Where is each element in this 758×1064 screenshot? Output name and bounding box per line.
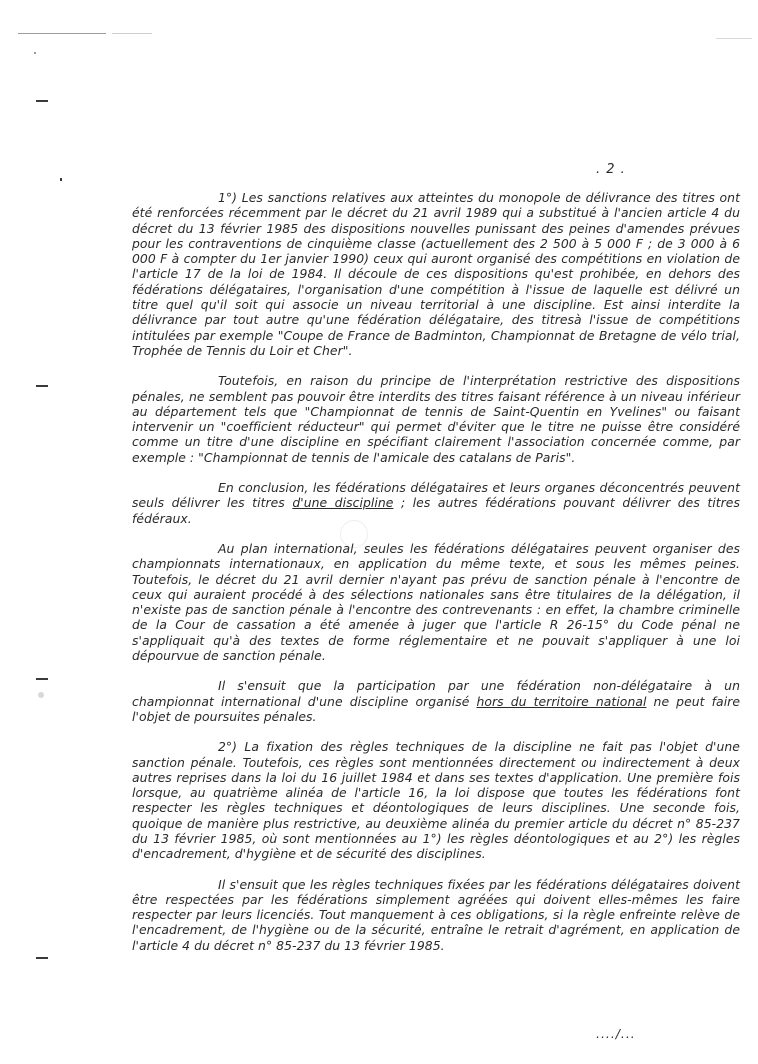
page-number: . 2 . [596,162,626,177]
paragraph-consequence [132,678,740,724]
scan-mark-dash [36,957,48,959]
scan-mark-dot [34,52,36,54]
scan-mark-top-rule-faint [112,33,152,34]
scan-mark-dot [60,178,62,181]
consequence-text: Il s'ensuit que la participation par une fédération non-délégataire à un championnat international d'une discipline organisé [132,678,740,709]
conclusion-underlined: d'une discipline [292,495,394,511]
scan-mark-dash [36,678,48,680]
paragraph-obligations: Il s'ensuit que les règles techniques fixées par les fédérations délégataires doivent être respectées par les fédérations simplement agréées qui doivent elles-mêmes les faire respecter par leurs licenciés. Tout manquement à ces obligations, si la règle enfreinte relève de l'encadrement, de l'hygiène ou de la sécurité, entraîne le retrait d'agrément, en application de l'article 4 du décret n° 85-237 du 13 février 1985. [132,876,740,953]
paragraph-technical-rules: 2°) La fixation des règles techniques de la discipline ne fait pas l'objet d'une sanction pénale. Toutefois, ces règles sont mentionnées directement ou indirectement à deux autres reprises dans la loi du 16 juillet 1984 et dans ses textes d'application. Une première fois lorsque, au quatrième alinéa de l'article 16, la loi dispose que toutes les fédérations font respecter les règles techniques et déontologiques de leurs disciplines. Une seconde fois, quoique de manière plus restrictive, au deuxième alinéa du premier article du décret n° 85-237 du 13 février 1985, où sont mentionnées au 1°) les règles déontologiques et au 2°) les règles d'encadrement, d'hygiène et de sécurité des disciplines. [132,739,740,862]
paragraph-international: Au plan international, seules les fédérations délégataires peuvent organiser des championnats internationaux, en application du même texte, et sous les mêmes peines. Toutefois, le décret du 21 avril dernier n'ayant pas prévu de sanction pénale à l'encontre de ceux qui auraient procédé à des sélections nationales sans être titulaires de la délégation, il n'existe pas de sanction pénale à l'encontre des contrevenants : en effet, la chambre criminelle de la Cour de cassation a été amenée à juger que l'article R 26-15° du Code pénal ne s'appliquait qu'à des textes de forme réglementaire et ne pouvait s'appliquer à une loi dépourvue de sanction pénale. [132,540,740,664]
scan-mark-dash [36,385,48,387]
conclusion-text-end: ; les autres fédérations pouvant délivrer des titres fédéraux. [132,495,740,526]
consequence-underlined: hors du territoire national [476,693,647,709]
paragraph-sanctions: 1°) Les sanctions relatives aux atteintes du monopole de délivrance des titres ont été renforcées récemment par le décret du 21 avril 1989 qui a substitué à l'ancien article 4 du décret du 13 février 1985 des dispositions nouvelles punissant des peines d'amendes prévues pour les contraventions de cinquième classe (actuellement des 2 500 à 5 000 F ; de 3 000 à 6 000 F à compter du 1er janvier 1990) ceux qui auront organisé des compétitions en violation de l'article 17 de la loi de 1984. Il découle de ces dispositions qu'est prohibée, en dehors des fédérations délégataires, l'organisation d'une compétition à l'issue de laquelle est délivré un titre quel qu'il soit qui associe un niveau territorial à une discipline. Est ainsi interdite la délivrance par tout autre qu'une fédération délégataire, des titresà l'issue de compétitions intitulées par exemple "Coupe de France de Badminton, Championnat de Bretagne de vélo trial, Trophée de Tennis du Loir et Cher". [132,190,740,358]
scan-mark-top-rule [18,33,106,34]
continued-marker: ..../... [596,1026,636,1041]
scan-mark-speck [38,692,44,698]
consequence-text-end: ne peut faire l'objet de poursuites pénales. [132,693,741,724]
scan-mark-dash [36,100,48,102]
paragraph-conclusion [132,480,740,526]
conclusion-text: En conclusion, les fédérations délégataires et leurs organes déconcentrés peuvent seuls délivrer les titres [132,480,740,511]
body-text [132,190,740,968]
scan-mark-top-right-rule [716,38,752,39]
paragraph-interpretation: Toutefois, en raison du principe de l'interprétation restrictive des dispositions pénales, ne semblent pas pouvoir être interdits des titres faisant référence à un niveau inférieur au département tels que "Championnat de tennis de Saint-Quentin en Yvelines" ou faisant intervenir un "coefficient réducteur" qui permet d'éviter que le titre ne puisse être considéré comme un titre d'une discipline en spécifiant clairement l'association concernée comme, par exemple : "Championnat de tennis de l'amicale des catalans de Paris". [132,373,740,465]
